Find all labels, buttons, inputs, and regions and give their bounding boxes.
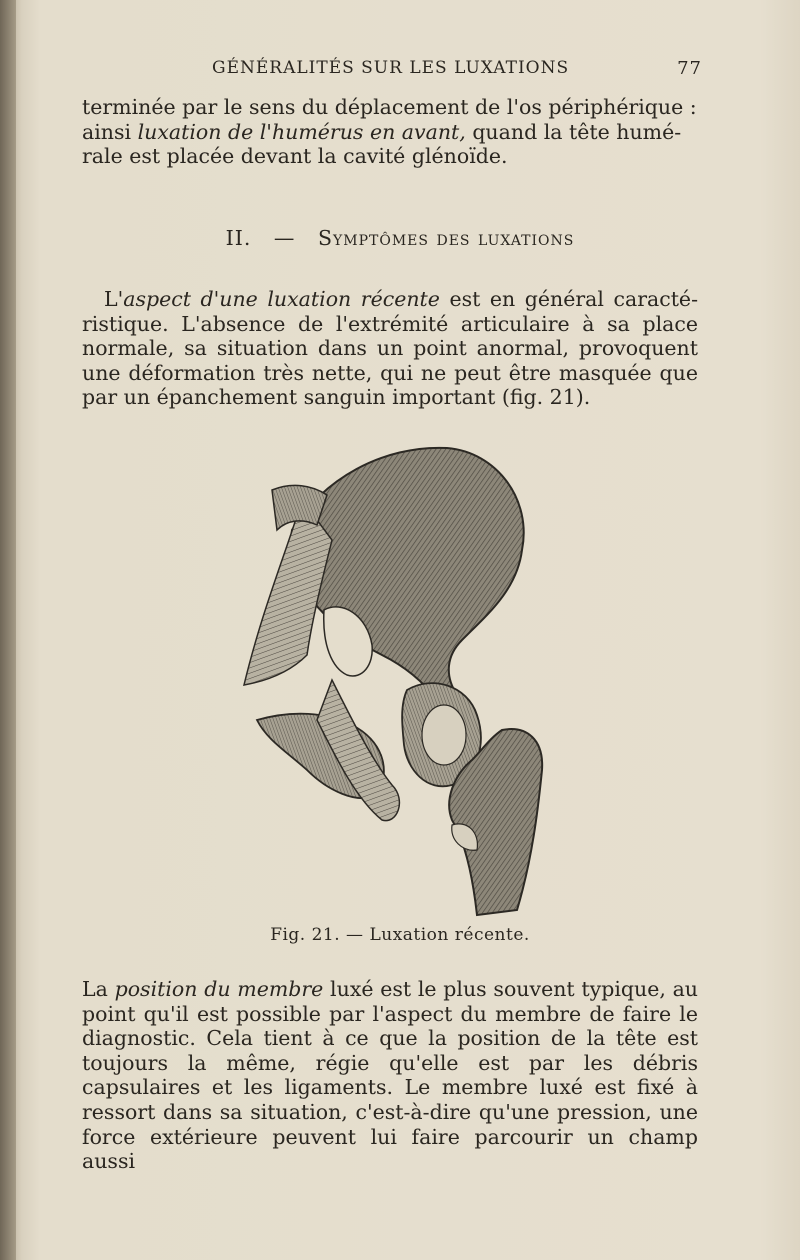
- paragraph-aspect-body: est en général caracté-ristique. L'absence de l'extrémité articulaire à sa place normale, sa situation dans un point anormal, provoquent une déformation très nette, qui ne peut être masquée que par un épanchement sanguin important (fig. 21).: [82, 287, 698, 410]
- paragraph-aspect-pre: L': [104, 287, 124, 311]
- paragraph-aspect: [82, 287, 698, 410]
- running-title: GÉNÉRALITÉS SUR LES LUXATIONS: [212, 58, 570, 78]
- paragraph-intro-line3: rale est placée devant la cavité glénoïde.: [82, 144, 508, 169]
- paragraph-intro-line2-pre: ainsi: [82, 119, 138, 144]
- section-heading: [0, 226, 800, 250]
- paragraph-aspect-emphasis: aspect d'une luxation récente: [123, 287, 440, 311]
- paragraph-intro-emphasis: luxation de l'humérus en avant,: [137, 119, 466, 144]
- page-number: 77: [677, 58, 702, 79]
- paragraph-position: [82, 977, 698, 1174]
- hip-luxation-illustration: [232, 440, 552, 920]
- ligament-shape: [244, 500, 332, 685]
- section-title: Symptômes des luxations: [317, 226, 575, 250]
- section-dash: —: [273, 226, 296, 250]
- paragraph-position-body: luxé est le plus souvent typique, au point qu'il est possible par l'aspect du membre de faire le diagnostic. Cela tient à ce que la position de la tête est toujours la même, régie qu'elle est par les débris capsulaires et les ligaments. Le membre luxé est fixé à ressort dans sa situation, c'est-à-dire qu'une pression, une force extérieure peuvent lui faire parcourir un champ aussi: [82, 977, 699, 1174]
- acetabulum-shape: [422, 705, 466, 765]
- section-number: II.: [225, 226, 252, 250]
- paragraph-intro-line2-post: quand la tête humé-: [465, 119, 682, 144]
- iliac-wing-shape: [291, 448, 524, 700]
- book-spine-shadow: [0, 0, 16, 1260]
- hip-bone-engraving: [232, 440, 552, 920]
- figure-caption: Fig. 21. — Luxation récente.: [270, 925, 530, 945]
- paragraph-position-emphasis: position du membre: [114, 977, 324, 1001]
- paragraph-intro: [82, 95, 698, 169]
- page-header: [212, 58, 702, 82]
- paragraph-position-pre: La: [82, 977, 115, 1001]
- paragraph-intro-line1: terminée par le sens du déplacement de l'os périphérique :: [82, 95, 697, 119]
